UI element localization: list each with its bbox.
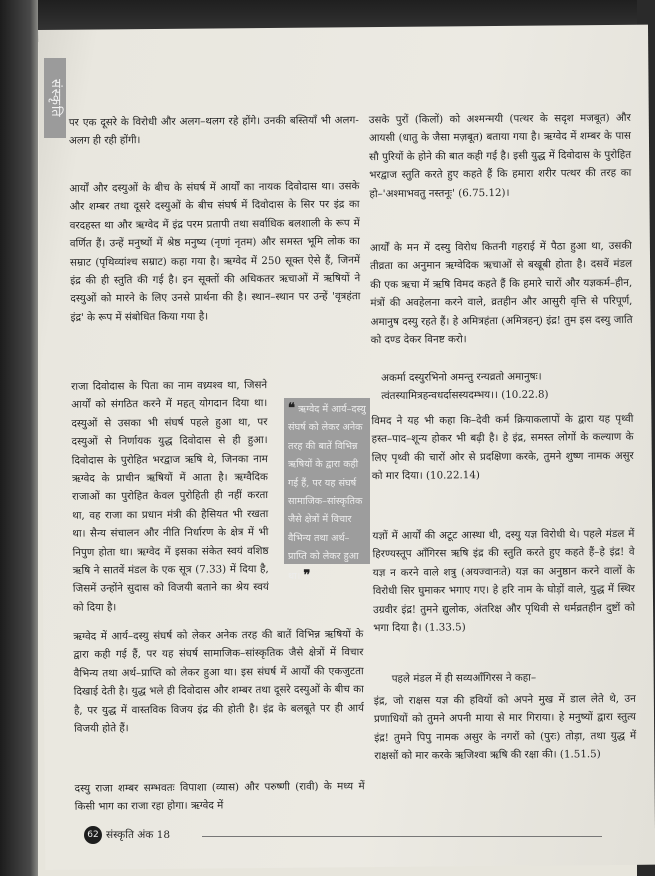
issue-label: संस्कृति अंक 18	[106, 829, 171, 841]
pull-quote-text: ऋग्वेद में आर्य–दस्यु संघर्ष को लेकर अनेक तरह की बातें विभिन्न ऋषियों के द्वारा कही गई हैं, पर यह संघर्ष सामाजिक–सांस्कृतिक जैसे क्षेत्रों में विचार वैभिन्य तथा अर्थ–प्राप्ति को लेकर हुआ था।	[288, 404, 366, 582]
left-para-1: पर एक दूसरे के विरोधी और अलग–थलग रहे होंगे। उनकी बस्तियाँ भी अलग-अलग ही रही होंगी।	[68, 114, 359, 148]
right-para-2: आर्यों के मन में दस्यु विरोध कितनी गहराई में पैठा हुआ था, उसकी तीव्रता का अनुमान ऋग्वेदिक ऋचाओं से बखूबी होता है। दसवें मंडल की एक ऋचा में ऋषि विमद कहते हैं कि हमारे चारों और यज्ञकर्म–हीन, मंत्रों की अवहेलना करने वाले, व्रतहीन और आसुरी वृत्ति से परिपूर्ण, अमानुष दस्यु रहते हैं। हे अमित्रहंता (अमित्रहन्) इंद्र! तुम इस दस्यु जाति को दण्ड देकर विनष्ट करो।	[369, 239, 633, 347]
right-para-4: यज्ञों में आर्यों की अटूट आस्था थी, दस्यु यज्ञ विरोधी थे। पहले मंडल में हिरण्यस्तूप आँगिरस ऋषि इंद्र की स्तुति करते हुए कहते हैं–हे इंद्र! वे यज्ञ न करने वाले शत्रु (अयज्वानःते) यज्ञ का अनुष्ठान करने वालों के विरोधी सिर घुमाकर भगाए गए। हे हरि नाम के घोड़ों वाले, युद्ध में स्थिर उग्रवीर इंद्र! तुमने द्युलोक, अंतरिक्ष और पृथिवी से धर्मव्रतहीन दुष्टों को भगा दिया है। (1.33.5)	[372, 527, 636, 635]
section-side-tab: संस्कृति	[44, 58, 66, 138]
left-para-5: दस्यु राजा शम्बर सम्भवतः विपाशा (व्यास) और परुष्णी (रावी) के मध्य में किसी भाग का राजा रहा होगा। ऋग्वेद में	[74, 780, 365, 814]
right-para-1: उसके पुरों (किलों) को अश्मन्मयी (पत्थर के सदृश मजबूत) और आयसी (धातु के जैसा मज़बूत) बताया गया है। ऋग्वेद में शम्बर के पास सौ पुरियों के होने की बात कही गई है। इसी युद्ध में दिवोदास के पुरोहित भरद्वाज स्तुति करते हुए कहते हैं कि हमारा शरीर पत्थर की तरह का हो–'अश्माभवतु नस्तनूः' (6.75.12)।	[368, 111, 632, 200]
scan-left-edge	[0, 0, 38, 876]
right-para-5: पहले मंडल में ही सव्यआँगिरस ने कहा–	[391, 671, 537, 685]
footer-rule	[202, 836, 602, 837]
left-para-2: आर्यों और दस्युओं के बीच के संघर्ष में आर्यों का नायक दिवोदास था। उसके और शम्बर तथा दूसरे दस्युओं के बीच संघर्ष में दिवोदास के सिर पर इंद्र का वरदहस्त था और ऋग्वेद में इंद्र परम प्रतापी तथा सर्वाधिक बलशाली के रूप में वर्णित हैं। उन्हें मनुष्यों में श्रेष्ठ मनुष्य (नृणां नृतम) और समस्त भूमि लोक का सम्राट (पृथिव्यांश्च सम्राट) कहा गया है। ऋग्वेद में 250 सूक्त ऐसे हैं, जिनमें इंद्र की ही स्तुति की गई है। इन सूक्तों की अधिकतर ऋचाओं में ऋषियों ने दस्युओं को मारने के लिए उनसे प्रार्थना की है। स्थान–स्थान पर उन्हें 'वृत्रहंता इंद्र' के रूप में संबोधित किया गया है।	[69, 180, 361, 324]
open-quote-icon: ❝	[288, 401, 295, 416]
right-para-3: विमद ने यह भी कहा कि–देवी कर्म क्रियाकलापों के द्वारा यह पृथ्वी हस्त–पाद–शून्य होकर भी बढ़ी है। हे इंद्र, समस्त लोगों के कल्याण के लिए पृथ्वी की चारों ओर से प्रदक्षिणा करके, तुमने शुष्ण नामक असुर को मार दिया। (10.22.14)	[371, 412, 634, 483]
left-para-3: राजा दिवोदास के पिता का नाम वध्र्यश्व था, जिसने आर्यों को संगठित करने में महत् योगदान दिया था। दस्युओं से उसका भी संघर्ष पहले हुआ था, पर दस्युओं से निर्णायक युद्ध दिवोदास से ही हुआ। दिवोदास के पुरोहित भरद्वाज ऋषि थे, जिनका नाम ऋग्वेद के प्राचीन ऋषियों में आता है। ऋग्वैदिक राजाओं का पुरोहित केवल पुरोहिती ही नहीं करता था, वह राजा का प्रधान मंत्री की हैसियत भी रखता था। सैन्य संचालन और नीति निर्धारण के क्षेत्र में भी निपुण होता था। ऋग्वेद में इसका संकेत स्वयं वशिष्ठ ऋषि ने सातवें मंडल के एक सूत्र (7.33) में दिया है, जिसमें उन्होंने सुदास को विजयी बताने का श्रेय स्वयं को दिया है।	[71, 379, 269, 614]
left-para-4: ऋग्वेद में आर्य–दस्यु संघर्ष को लेकर अनेक तरह की बातें विभिन्न ऋषियों के द्वारा कही गई हैं, पर यह संघर्ष सामाजिक–सांस्कृतिक जैसे क्षेत्रों में विचार वैभिन्य तथा अर्थ–प्राप्ति को लेकर हुआ था। इस संघर्ष में आर्यों की एकजुटता दिखाई देती है। युद्ध भले ही दिवोदास और शम्बर तथा दूसरे दस्युओं के बीच का है, पर युद्ध में वास्तविक विजय इंद्र की होती है। इंद्र के बलबूते पर ही आर्य विजयी होते हैं।	[73, 628, 364, 735]
page-number: 62	[84, 826, 102, 844]
pull-quote-box	[284, 398, 370, 583]
close-quote-icon: ❞	[303, 567, 311, 583]
right-verse-1: अकर्मा दस्युरभिनो अमन्तु रन्यव्रतो अमानुषः। त्वंतस्यामित्रहन्वधर्दासस्यदम्भय।। (10.22.8)	[380, 370, 549, 403]
right-para-6: इंद्र, जो राक्षस यज्ञ की हवियों को अपने मुख में डाल लेते थे, उन प्रणाधियों को तुमने अपनी माया से मार गिराया। हे मनुष्यों द्वारा स्तुत्य इंद्र! तुमने पिपु नामक असुर के नगरों को (पुरः) तोड़ा, तथा युद्ध में राक्षसों को मार करके ऋजिश्वा ऋषि की रक्षा की। (1.51.5)	[373, 692, 637, 763]
page-footer	[84, 826, 604, 846]
